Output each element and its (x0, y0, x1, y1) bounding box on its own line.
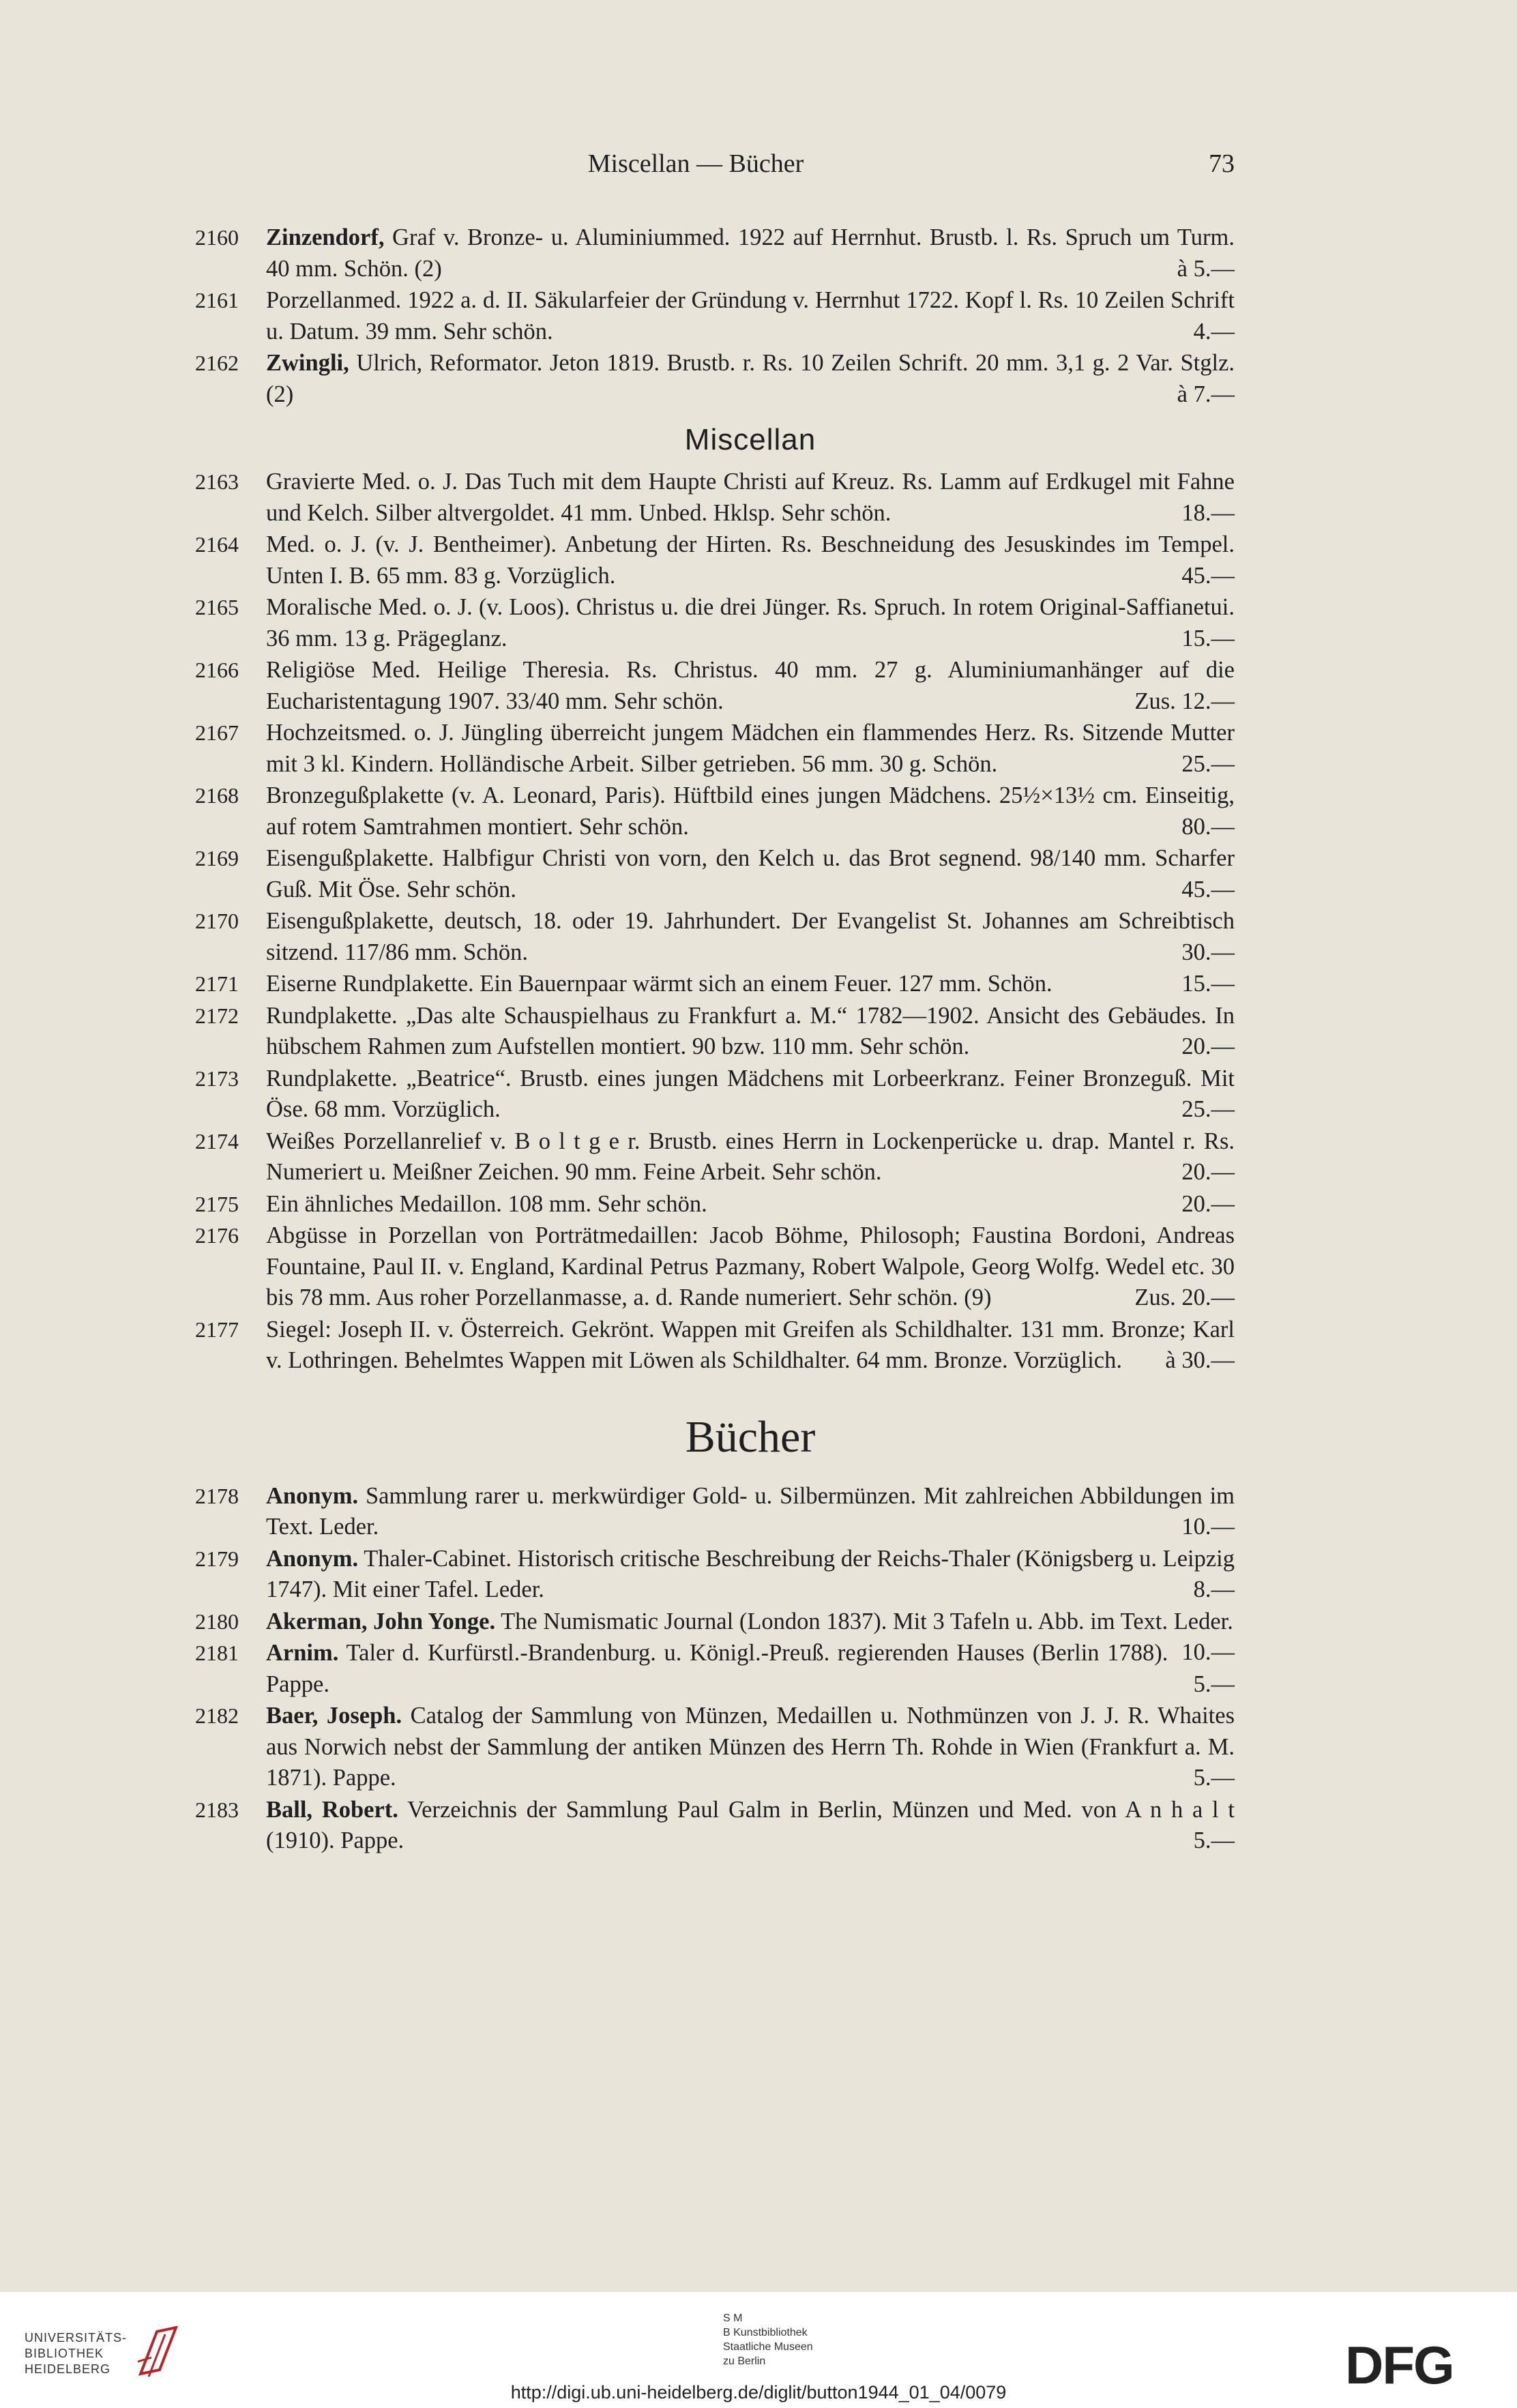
lot-number: 2164 (195, 532, 239, 557)
source-url-link[interactable]: http://digi.ub.uni-heidelberg.de/diglit/button1944_01_04/0079 (510, 2382, 1007, 2403)
lot-price: 25.— (1181, 1096, 1235, 1122)
lot-price: 10.— (1181, 1639, 1235, 1665)
lot-number: 2173 (195, 1066, 239, 1091)
lot-text: Rundplakette. „Beatrice“. Brustb. eines jungen Mädchens mit Lorbeerkranz. Feiner Bronzeguß. Mit Öse. 68 mm. Vorzüglich. (266, 1065, 1235, 1122)
lot-number: 2172 (195, 1003, 239, 1028)
lot-number: 2171 (195, 971, 239, 996)
lot-text: Verzeichnis der Sammlung Paul Galm in Berlin, Münzen und Med. von A n h a l t (1910). Pappe. (266, 1796, 1235, 1853)
lot-name: Akerman, John Yonge. (266, 1608, 496, 1634)
lot-number: 2162 (195, 351, 239, 375)
lot-price: 20.— (1181, 1159, 1235, 1185)
lot-price: 80.— (1181, 813, 1235, 840)
lot-number: 2175 (195, 1191, 239, 1216)
dfg-logo: DFG (1345, 2335, 1454, 2395)
catalog-entry (184, 1701, 1235, 1794)
entry-group-miscellan (184, 467, 1235, 1377)
lot-description (266, 1638, 1235, 1700)
lot-number: 2178 (195, 1483, 239, 1508)
lot-description (266, 718, 1235, 780)
catalog-entry (184, 1481, 1235, 1543)
lot-description (266, 1795, 1235, 1857)
lot-price: à 7.— (1177, 381, 1235, 407)
lot-text: The Numismatic Journal (London 1837). Mit 3 Tafeln u. Abb. im Text. Leder. (501, 1608, 1233, 1634)
lot-text: Ein ähnliches Medaillon. 108 mm. Sehr schön. (266, 1190, 707, 1217)
catalog-entry (184, 906, 1235, 968)
lot-text: Hochzeitsmed. o. J. Jüngling überreicht jungem Mädchen ein flammendes Herz. Rs. Sitzende Mutter mit 3 kl. Kindern. Holländische Arbeit. Silber getrieben. 56 mm. 30 g. Schön. (266, 720, 1235, 777)
lot-price: 5.— (1193, 1671, 1235, 1697)
catalog-entries (184, 222, 1235, 1858)
lot-description (266, 1220, 1235, 1314)
lot-number: 2163 (195, 469, 239, 494)
lot-price: Zus. 20.— (1134, 1284, 1235, 1310)
lot-price: 20.— (1181, 1190, 1235, 1217)
lot-number: 2161 (195, 288, 239, 312)
lot-name: Zwingli, (266, 350, 349, 376)
lot-price: 30.— (1181, 939, 1235, 965)
lot-description (266, 1315, 1235, 1377)
lot-number: 2181 (195, 1641, 239, 1665)
lot-description (266, 1189, 1235, 1220)
catalog-entry (184, 467, 1235, 529)
lot-price: 5.— (1193, 1765, 1235, 1791)
catalog-entry (184, 718, 1235, 780)
lot-number: 2165 (195, 595, 239, 619)
lot-text: Siegel: Joseph II. v. Österreich. Gekrönt. Wappen mit Greifen als Schildhalter. 131 mm. Bronze; Karl v. Lothringen. Behelmtes Wappen mit Löwen als Schildhalter. 64 mm. Bronze. Vorzüglich. (266, 1316, 1235, 1373)
digitization-footer (0, 2292, 1517, 2408)
catalog-entry (184, 655, 1235, 717)
catalog-entry (184, 348, 1235, 410)
lot-text: Sammlung rarer u. merkwürdiger Gold- u. Silbermünzen. Mit zahlreichen Abbildungen im Text. Leder. (266, 1482, 1235, 1540)
catalog-entry (184, 969, 1235, 1000)
lot-name: Anonym. (266, 1545, 359, 1572)
catalog-entry (184, 1189, 1235, 1220)
lot-name: Baer, Joseph. (266, 1703, 402, 1729)
lot-price: 45.— (1181, 562, 1235, 589)
lot-price: à 5.— (1177, 255, 1235, 282)
catalog-entry (184, 285, 1235, 347)
catalog-entry (184, 1544, 1235, 1606)
lot-description (266, 780, 1235, 842)
lot-text: Bronzegußplakette (v. A. Leonard, Paris). Hüftbild eines jungen Mädchens. 25½×13½ cm. Einseitig, auf rotem Samtrahmen montiert. Sehr schön. (266, 782, 1235, 840)
lot-description (266, 969, 1235, 1000)
lot-price: 25.— (1181, 750, 1235, 777)
lot-number: 2168 (195, 783, 239, 808)
lot-price: 4.— (1193, 318, 1235, 344)
catalog-entry (184, 592, 1235, 654)
lot-text: Med. o. J. (v. J. Bentheimer). Anbetung der Hirten. Rs. Beschneidung des Jesuskindes im Tempel. Unten I. B. 65 mm. 83 g. Vorzüglich. (266, 531, 1235, 589)
catalog-entry (184, 1795, 1235, 1857)
lot-number: 2160 (195, 225, 239, 250)
lot-text: Weißes Porzellanrelief v. B o l t g e r. Brustb. eines Herrn in Lockenperücke u. drap. Mantel r. Rs. Numeriert u. Meißner Zeichen. 90 mm. Feine Arbeit. Sehr schön. (266, 1128, 1235, 1185)
catalog-entry (184, 843, 1235, 905)
lot-name: Ball, Robert. (266, 1796, 398, 1823)
lot-text: Moralische Med. o. J. (v. Loos). Christus u. die drei Jünger. Rs. Spruch. In rotem Original-Saffianetui. 36 mm. 13 g. Prägeglanz. (266, 594, 1235, 651)
lot-description (266, 348, 1235, 410)
lot-description (266, 843, 1235, 905)
lot-text: Abgüsse in Porzellan von Porträtmedaillen: Jacob Böhme, Philosoph; Faustina Bordoni, Andreas Fountaine, Paul II. v. England, Kardinal Petrus Pazmany, Robert Walpole, Georg Wolfg. Wedel etc. 30 bis 78 mm. Aus roher Porzellanmasse, a. d. Rande numeriert. Sehr schön. (9) (266, 1222, 1235, 1310)
lot-name: Arnim. (266, 1640, 339, 1666)
lot-name: Zinzendorf, (266, 224, 385, 250)
lot-description (266, 906, 1235, 968)
catalog-entry (184, 222, 1235, 284)
lot-text: Rundplakette. „Das alte Schauspielhaus zu Frankfurt a. M.“ 1782—1902. Ansicht des Gebäudes. In hübschem Rahmen zum Aufstellen montiert. 90 bzw. 110 mm. Sehr schön. (266, 1002, 1235, 1059)
university-logo-icon (136, 2326, 186, 2379)
lot-description (266, 1544, 1235, 1606)
lot-number: 2170 (195, 909, 239, 933)
university-library-name: UNIVERSITÄTS- BIBLIOTHEK HEIDELBERG (25, 2331, 128, 2376)
lot-price: 18.— (1181, 499, 1235, 526)
lot-name: Anonym. (266, 1482, 359, 1509)
lot-description (266, 1701, 1235, 1794)
lot-description (266, 1481, 1235, 1543)
lot-price: à 30.— (1165, 1347, 1235, 1373)
lot-text: Eisengußplakette, deutsch, 18. oder 19. Jahrhundert. Der Evangelist St. Johannes am Schreibtisch sitzend. 117/86 mm. Schön. (266, 908, 1235, 965)
catalog-entry (184, 1001, 1235, 1063)
lot-number: 2183 (195, 1797, 239, 1822)
lot-number: 2177 (195, 1317, 239, 1342)
lot-number: 2167 (195, 720, 239, 745)
lot-description (266, 655, 1235, 717)
lot-description (266, 1063, 1235, 1126)
lot-text: Religiöse Med. Heilige Theresia. Rs. Christus. 40 mm. 27 g. Aluminiumanhänger auf die Eucharistentagung 1907. 33/40 mm. Sehr schön. (266, 657, 1235, 714)
lot-text: Graf v. Bronze- u. Aluminiummed. 1922 auf Herrnhut. Brustb. l. Rs. Spruch um Turm. 40 mm. Schön. (2) (266, 224, 1235, 282)
lot-price: 45.— (1181, 876, 1235, 902)
section-heading-miscellan: Miscellan (684, 423, 816, 456)
lot-text: Catalog der Sammlung von Münzen, Medaillen u. Nothmünzen von J. J. R. Whaites aus Norwich nebst der Sammlung der antiken Münzen des Herrn Th. Rohde in Wien (Frankfurt a. M. 1871). Pappe. (266, 1703, 1235, 1791)
lot-description (266, 1126, 1235, 1188)
page-header (0, 149, 1517, 190)
entry-group-buecher (184, 1481, 1235, 1857)
lot-price: 8.— (1193, 1576, 1235, 1602)
lot-price: 10.— (1181, 1514, 1235, 1540)
lot-text: Gravierte Med. o. J. Das Tuch mit dem Haupte Christi auf Kreuz. Rs. Lamm auf Erdkugel mit Fahne und Kelch. Silber altvergoldet. 41 mm. Unbed. Hklsp. Sehr schön. (266, 469, 1235, 526)
lot-number: 2174 (195, 1128, 239, 1154)
catalog-entry (184, 1063, 1235, 1126)
lot-text: Taler d. Kurfürstl.-Brandenburg. u. Königl.-Preuß. regierenden Hauses (Berlin 1788). Pappe. (266, 1640, 1168, 1697)
lot-description (266, 592, 1235, 654)
lot-text: Eisengußplakette. Halbfigur Christi von vorn, den Kelch u. das Brot segnend. 98/140 mm. Scharfer Guß. Mit Öse. Sehr schön. (266, 845, 1235, 902)
lot-text: Eiserne Rundplakette. Ein Bauernpaar wärmt sich an einem Feuer. 127 mm. Schön. (266, 971, 1052, 997)
lot-description (266, 285, 1235, 347)
lot-number: 2176 (195, 1223, 239, 1248)
catalog-entry (184, 529, 1235, 591)
lot-description (266, 222, 1235, 284)
catalog-entry (184, 1315, 1235, 1377)
lot-number: 2179 (195, 1546, 239, 1571)
catalog-entry (184, 1220, 1235, 1314)
lot-number: 2169 (195, 846, 239, 870)
lot-number: 2182 (195, 1703, 239, 1728)
lot-price: 20.— (1181, 1033, 1235, 1059)
page-number: 73 (1209, 149, 1235, 178)
running-title: Miscellan — Bücher (587, 149, 804, 178)
lot-description (266, 1001, 1235, 1063)
lot-text: Thaler-Cabinet. Historisch critische Beschreibung der Reichs-Thaler (Königsberg u. Leipzig 1747). Mit einer Tafel. Leder. (266, 1545, 1235, 1602)
lot-price: 15.— (1181, 971, 1235, 997)
museum-credit: S M B Kunstbibliothek Staatliche Museen zu Berlin (723, 2312, 813, 2367)
lot-price: 5.— (1193, 1827, 1235, 1853)
lot-price: Zus. 12.— (1134, 688, 1235, 714)
lot-description (266, 467, 1235, 529)
catalog-entry (184, 780, 1235, 842)
lot-price: 15.— (1181, 625, 1235, 651)
lot-number: 2180 (195, 1609, 239, 1634)
catalog-entry (184, 1638, 1235, 1700)
catalog-entry (184, 1126, 1235, 1188)
lot-number: 2166 (195, 658, 239, 682)
section-heading-buecher: Bücher (685, 1411, 816, 1462)
lot-text: Porzellanmed. 1922 a. d. II. Säkularfeier der Gründung v. Herrnhut 1722. Kopf l. Rs. 10 Zeilen Schrift u. Datum. 39 mm. Sehr schön. (266, 287, 1235, 344)
entry-group-zinzendorf (184, 222, 1235, 410)
lot-text: Ulrich, Reformator. Jeton 1819. Brustb. r. Rs. 10 Zeilen Schrift. 20 mm. 3,1 g. 2 Var. Stglz. (2) (266, 350, 1235, 407)
lot-description (266, 529, 1235, 591)
